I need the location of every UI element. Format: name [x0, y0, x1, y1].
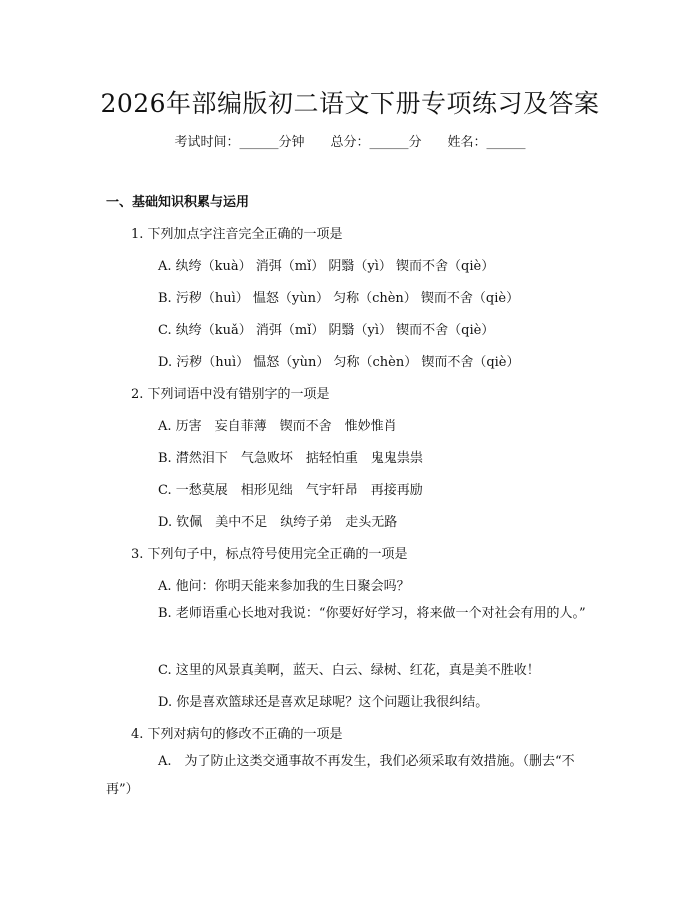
- exam-time-field: 考试时间：______分钟: [174, 135, 305, 150]
- question-2-option-d: D. 钦佩 美中不足 纨绔子弟 走头无路: [158, 515, 398, 530]
- total-score-field: 总分：______分: [330, 135, 422, 150]
- question-3-option-a: A. 他问：你明天能来参加我的生日聚会吗？: [158, 579, 410, 594]
- question-1-option-a: A. 纨绔（kuà） 消弭（mǐ） 阴翳（yì） 锲而不舍（qiè）: [158, 259, 495, 274]
- question-2-option-c: C. 一愁莫展 相形见绌 气宇轩昂 再接再励: [158, 483, 423, 498]
- name-field: 姓名：______: [447, 135, 526, 150]
- question-4-option-a-text: A. 为了防止这类交通事故不再发生，我们必须采取有效措施。（删去“不再”）: [106, 754, 575, 797]
- question-3-option-c: C. 这里的风景真美啊，蓝天、白云、绿树、红花，真是美不胜收！: [158, 663, 540, 678]
- question-2-option-b: B. 潸然泪下 气急败坏 掂轻怕重 鬼鬼祟祟: [158, 451, 423, 466]
- question-1-option-b: B. 污秽（huì） 愠怒（yùn） 匀称（chèn） 锲而不舍（qiè）: [158, 291, 520, 306]
- question-2-option-a: A. 历害 妄自菲薄 锲而不舍 惟妙惟肖: [158, 419, 397, 434]
- section-heading: 一、基础知识积累与运用: [106, 195, 250, 210]
- question-3-stem: 3. 下列句子中，标点符号使用完全正确的一项是: [131, 547, 408, 562]
- question-2-stem: 2. 下列词语中没有错别字的一项是: [131, 387, 330, 402]
- question-4-stem: 4. 下列对病句的修改不正确的一项是: [131, 727, 343, 742]
- exam-info: [0, 131, 700, 150]
- document-title: 2026年部编版初二语文下册专项练习及答案: [100, 89, 600, 118]
- question-3-option-d: D. 你是喜欢篮球还是喜欢足球呢？这个问题让我很纠结。: [158, 695, 489, 710]
- question-3-option-b: [106, 600, 590, 628]
- question-1-option-d: D. 污秽（huì） 愠怒（yùn） 匀称（chèn） 锲而不舍（qiè）: [158, 355, 520, 370]
- question-4-option-a: [106, 748, 590, 804]
- question-1-option-c: C. 纨绔（kuǎ） 消弭（mǐ） 阴翳（yì） 锲而不舍（qiè）: [158, 323, 495, 338]
- question-3-option-b-text: B. 老师语重心长地对我说：“你要好好学习，将来做一个对社会有用的人。”: [158, 606, 586, 621]
- question-1-stem: 1. 下列加点字注音完全正确的一项是: [131, 227, 343, 242]
